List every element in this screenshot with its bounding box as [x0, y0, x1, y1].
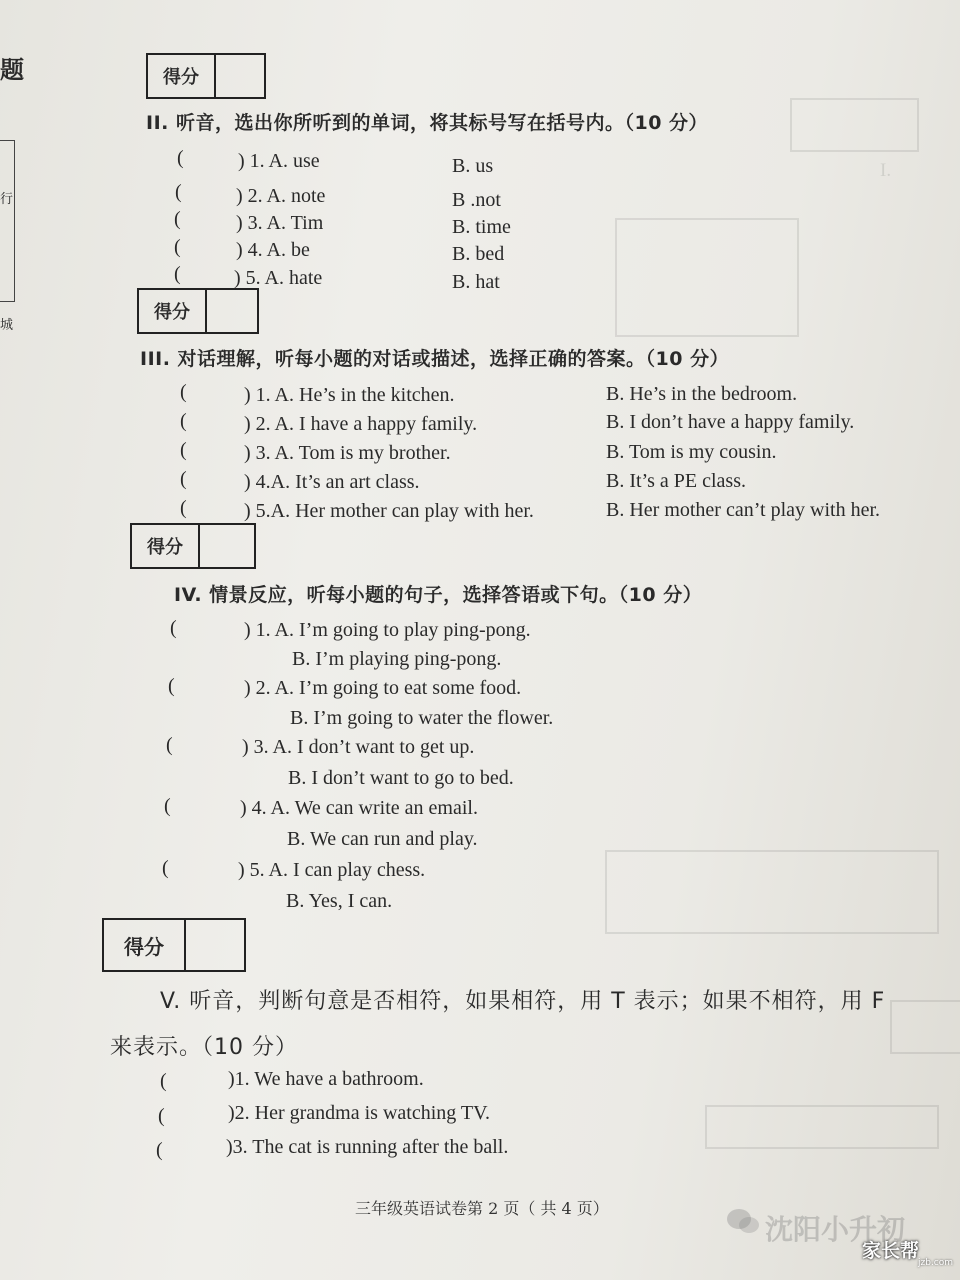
- option-b: B .not: [452, 189, 501, 211]
- score-blank[interactable]: [216, 55, 264, 97]
- watermark-brand: 家长帮: [862, 1240, 920, 1262]
- option-a: ) 5. A. hate: [234, 267, 323, 289]
- score-blank[interactable]: [207, 290, 257, 332]
- answer-bracket[interactable]: (: [180, 410, 187, 432]
- option-a: ) 3. A. Tim: [236, 212, 324, 234]
- score-box-section-5: [102, 918, 246, 972]
- left-margin-char: 城: [0, 317, 14, 332]
- score-blank[interactable]: [200, 525, 254, 567]
- score-box-section-4: [130, 523, 256, 569]
- ghost-text: I.: [880, 160, 892, 181]
- answer-bracket[interactable]: (: [177, 147, 184, 169]
- answer-bracket[interactable]: (: [175, 181, 182, 203]
- option-a: ) 1. A. use: [238, 150, 320, 172]
- option-a: ) 4.A. It’s an art class.: [244, 471, 420, 493]
- ghost-picture: [605, 850, 939, 934]
- answer-bracket[interactable]: (: [156, 1139, 163, 1161]
- option-b: B. hat: [452, 271, 500, 293]
- statement: )2. Her grandma is watching TV.: [228, 1102, 490, 1124]
- answer-bracket[interactable]: (: [164, 795, 171, 817]
- statement: )3. The cat is running after the ball.: [226, 1136, 509, 1158]
- option-b: B. I don’t want to go to bed.: [288, 767, 514, 789]
- answer-bracket[interactable]: (: [160, 1070, 167, 1092]
- score-box-section-3: [137, 288, 259, 334]
- option-b: B. I don’t have a happy family.: [606, 411, 855, 433]
- answer-bracket[interactable]: (: [180, 439, 187, 461]
- option-b: B. He’s in the bedroom.: [606, 383, 798, 405]
- option-a: ) 3. A. I don’t want to get up.: [242, 736, 475, 758]
- ghost-score-box: [790, 98, 919, 152]
- ghost-picture: [615, 218, 799, 337]
- section-5-heading: V. 听音，判断句意是否相符，如果相符，用 T 表示；如果不相符，用 F: [160, 989, 886, 1014]
- answer-bracket[interactable]: (: [180, 381, 187, 403]
- ghost-table: [705, 1105, 939, 1149]
- left-margin-char: 行: [0, 191, 14, 206]
- option-b: B. We can run and play.: [287, 828, 478, 850]
- score-label: 得分: [148, 55, 216, 97]
- answer-bracket[interactable]: (: [166, 734, 173, 756]
- statement: )1. We have a bathroom.: [228, 1068, 424, 1090]
- option-a: ) 3. A. Tom is my brother.: [244, 442, 451, 464]
- answer-bracket[interactable]: (: [170, 617, 177, 639]
- option-a: ) 2. A. I have a happy family.: [244, 413, 478, 435]
- score-blank[interactable]: [186, 920, 244, 970]
- answer-bracket[interactable]: (: [180, 497, 187, 519]
- option-b: B. Her mother can’t play with her.: [606, 499, 881, 521]
- section-3-heading: III. 对话理解，听每小题的对话或描述，选择正确的答案。（10 分）: [140, 348, 730, 370]
- wechat-icon: [725, 1206, 761, 1238]
- score-label: 得分: [139, 290, 207, 332]
- answer-bracket[interactable]: (: [158, 1105, 165, 1127]
- score-box-section-2: [146, 53, 266, 99]
- option-b: B. bed: [452, 243, 505, 265]
- option-a: ) 1. A. He’s in the kitchen.: [244, 384, 455, 406]
- option-b: B. time: [452, 216, 511, 238]
- option-a: ) 2. A. I’m going to eat some food.: [244, 677, 522, 699]
- watermark-url: jzb.com: [918, 1258, 954, 1268]
- answer-bracket[interactable]: (: [174, 208, 181, 230]
- section-5-heading-cont: 来表示。（10 分）: [110, 1035, 298, 1060]
- section-4-heading: IV. 情景反应，听每小题的句子，选择答语或下句。（10 分）: [174, 584, 703, 606]
- option-a: ) 5. A. I can play chess.: [238, 859, 426, 881]
- answer-bracket[interactable]: (: [174, 236, 181, 258]
- score-label: 得分: [104, 920, 186, 970]
- answer-bracket[interactable]: (: [174, 263, 181, 285]
- section-2-heading: II. 听音，选出你所听到的单词，将其标号写在括号内。（10 分）: [146, 112, 709, 134]
- page-footer: 三年级英语试卷第 2 页（ 共 4 页）: [355, 1199, 609, 1218]
- answer-bracket[interactable]: (: [168, 675, 175, 697]
- option-a: ) 4. A. be: [236, 239, 310, 261]
- answer-bracket[interactable]: (: [162, 857, 169, 879]
- score-label: 得分: [132, 525, 200, 567]
- left-margin-box: [0, 140, 15, 302]
- option-a: ) 5.A. Her mother can play with her.: [244, 500, 534, 522]
- option-a: ) 4. A. We can write an email.: [240, 797, 478, 819]
- option-b: B. It’s a PE class.: [606, 470, 746, 492]
- option-b: B. I’m playing ping-pong.: [292, 648, 502, 670]
- watermark-text: 沈阳小升初: [765, 1213, 906, 1246]
- option-b: B. Yes, I can.: [286, 890, 393, 912]
- option-a: ) 1. A. I’m going to play ping-pong.: [244, 619, 531, 641]
- option-b: B. us: [452, 155, 494, 177]
- option-b: B. I’m going to water the flower.: [290, 707, 554, 729]
- left-margin-title: 题: [0, 56, 24, 84]
- answer-bracket[interactable]: (: [180, 468, 187, 490]
- option-a: ) 2. A. note: [236, 185, 326, 207]
- option-b: B. Tom is my cousin.: [606, 441, 777, 463]
- ghost-score-box: [890, 1000, 960, 1054]
